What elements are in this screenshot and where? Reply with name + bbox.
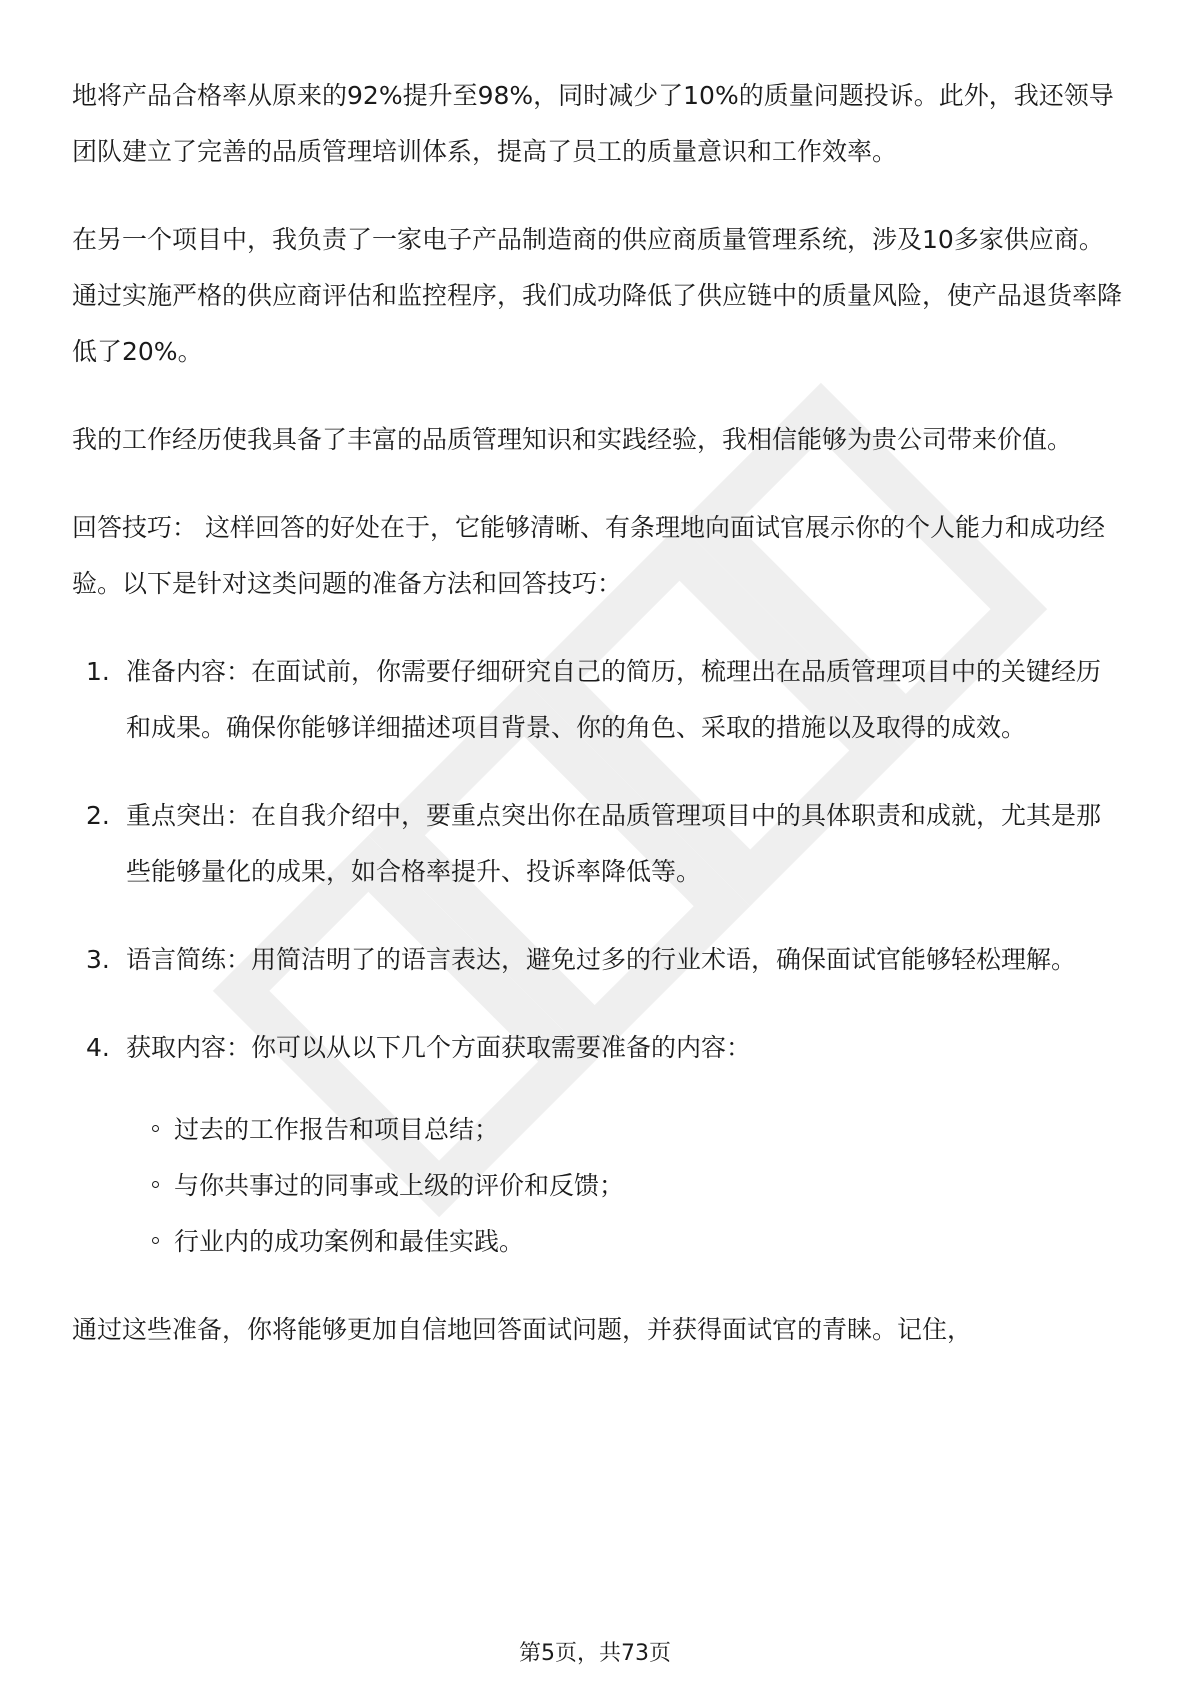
paragraph-1: 地将产品合格率从原来的92%提升至98%，同时减少了10%的质量问题投诉。此外，我还领导团队建立了完善的品质管理培训体系，提高了员工的质量意识和工作效率。: [72, 81, 1114, 166]
paragraph-tips: 回答技巧： 这样回答的好处在于，它能够清晰、有条理地向面试官展示你的个人能力和成功经验。以下是针对这类问题的准备方法和回答技巧：: [72, 513, 1105, 598]
list-item: [72, 788, 1122, 900]
tips-list: [72, 644, 1122, 1270]
circle-bullet-icon: [152, 1181, 159, 1188]
list-item-text: 准备内容：在面试前，你需要仔细研究自己的简历，梳理出在品质管理项目中的关键经历和成果。确保你能够详细描述项目背景、你的角色、采取的措施以及取得的成效。: [126, 657, 1102, 742]
list-number: 1.: [86, 657, 110, 686]
paragraph-2: 在另一个项目中，我负责了一家电子产品制造商的供应商质量管理系统，涉及10多家供应商。通过实施严格的供应商评估和监控程序，我们成功降低了供应链中的质量风险，使产品退货率降低了20%。: [72, 225, 1123, 366]
list-number: 3.: [86, 945, 110, 974]
sub-list-item-text: 与你共事过的同事或上级的评价和反馈；: [174, 1171, 625, 1200]
list-item-text: 语言简练：用简洁明了的语言表达，避免过多的行业术语，确保面试官能够轻松理解。: [126, 945, 1077, 974]
list-number: 4.: [86, 1033, 110, 1062]
list-item: [72, 644, 1122, 756]
sub-list-item-text: 过去的工作报告和项目总结；: [174, 1115, 500, 1144]
sub-list-item-text: 行业内的成功案例和最佳实践。: [174, 1227, 525, 1256]
list-item: [72, 932, 1122, 988]
paragraph-3: 我的工作经历使我具备了丰富的品质管理知识和实践经验，我相信能够为贵公司带来价值。: [72, 425, 1073, 454]
page-number-footer: 第5页，共73页: [519, 1641, 671, 1666]
sub-list-item: [126, 1214, 1122, 1270]
list-item-text: 获取内容：你可以从以下几个方面获取需要准备的内容：: [126, 1033, 752, 1062]
list-item-text: 重点突出：在自我介绍中，要重点突出你在品质管理项目中的具体职责和成就，尤其是那些能够量化的成果，如合格率提升、投诉率降低等。: [126, 801, 1102, 886]
sub-list-item: [126, 1102, 1122, 1158]
closing-paragraph: 通过这些准备，你将能够更加自信地回答面试问题，并获得面试官的青睐。记住，: [72, 1315, 973, 1344]
list-number: 2.: [86, 801, 110, 830]
circle-bullet-icon: [152, 1237, 159, 1244]
list-item: [72, 1020, 1122, 1270]
sub-list-item: [126, 1158, 1122, 1214]
page-content: [72, 68, 1122, 1390]
sub-list: [126, 1102, 1122, 1270]
circle-bullet-icon: [152, 1125, 159, 1132]
